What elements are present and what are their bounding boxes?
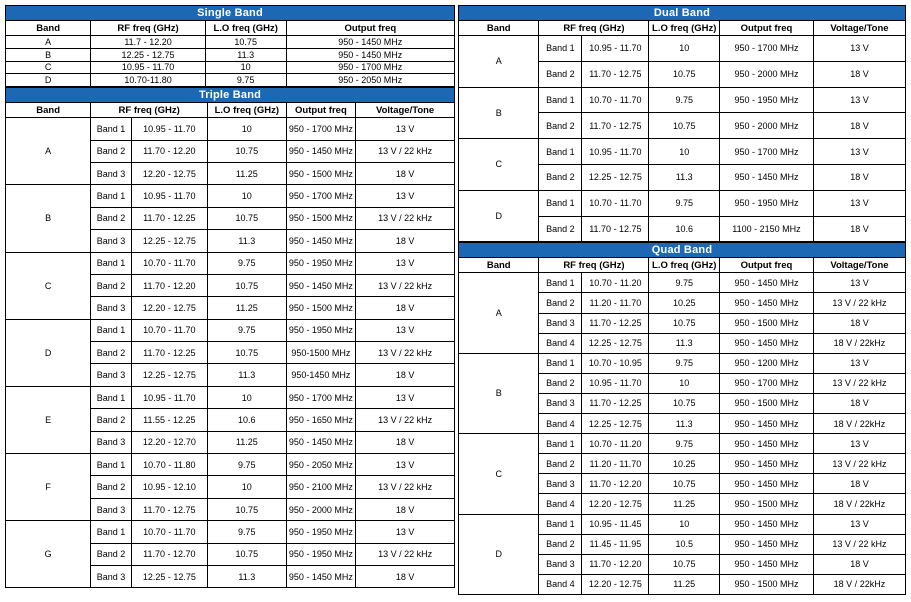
- rf-cell: 11.70 - 12.25: [131, 207, 207, 229]
- rf-cell: 10.70 - 11.70: [582, 190, 649, 216]
- rf-cell: 10.95 - 12.10: [131, 476, 207, 498]
- subband-cell: Band 1: [91, 118, 131, 140]
- rf-cell: 10.70 - 11.70: [131, 252, 207, 274]
- rf-cell: 11.70 - 12.20: [131, 274, 207, 296]
- voltage-cell: 13 V: [356, 454, 455, 476]
- band-cell: D: [6, 319, 91, 386]
- voltage-cell: 18 V / 22kHz: [813, 494, 905, 514]
- voltage-cell: 13 V: [813, 87, 905, 113]
- band-cell: C: [6, 252, 91, 319]
- rf-cell: 12.20 - 12.75: [582, 494, 649, 514]
- voltage-cell: 13 V / 22 kHz: [356, 409, 455, 431]
- output-cell: 950 - 1650 MHz: [286, 409, 356, 431]
- lo-cell: 10.75: [205, 36, 286, 49]
- subband-cell: Band 1: [539, 36, 582, 62]
- output-cell: 950 - 1450 MHz: [286, 140, 356, 162]
- output-cell: 950 - 1500 MHz: [720, 574, 814, 594]
- subband-cell: Band 4: [539, 574, 582, 594]
- rf-cell: 11.70 - 12.25: [131, 342, 207, 364]
- column-header: RF freq (GHz): [91, 103, 208, 118]
- subband-cell: Band 3: [91, 431, 131, 453]
- lo-cell: 10: [649, 139, 720, 165]
- output-cell: 950 - 1450 MHz: [720, 554, 814, 574]
- rf-cell: 12.25 - 12.75: [91, 48, 205, 61]
- output-cell: 950 - 1450 MHz: [720, 474, 814, 494]
- subband-cell: Band 3: [91, 498, 131, 520]
- band-cell: A: [459, 273, 539, 353]
- rf-cell: 10.70 - 11.80: [131, 454, 207, 476]
- subband-cell: Band 2: [539, 216, 582, 242]
- band-cell: C: [459, 434, 539, 514]
- column-header: Band: [459, 258, 539, 273]
- rf-cell: 10.95 - 11.70: [582, 373, 649, 393]
- lo-cell: 10.75: [649, 113, 720, 139]
- voltage-cell: 13 V / 22 kHz: [813, 373, 905, 393]
- rf-cell: 10.95 - 11.70: [582, 139, 649, 165]
- rf-cell: 11.70 - 12.75: [582, 113, 649, 139]
- lo-cell: 9.75: [205, 74, 286, 87]
- band-cell: C: [459, 139, 539, 191]
- lo-cell: 11.25: [649, 574, 720, 594]
- lo-cell: 11.3: [649, 164, 720, 190]
- output-cell: 950 - 1450 MHz: [720, 164, 814, 190]
- column-header: Output freq: [720, 21, 814, 36]
- band-cell: D: [459, 514, 539, 594]
- voltage-cell: 18 V: [356, 297, 455, 319]
- subband-cell: Band 1: [539, 190, 582, 216]
- lo-cell: 9.75: [208, 521, 287, 543]
- rf-cell: 11.70 - 12.25: [582, 313, 649, 333]
- lo-cell: 11.3: [649, 414, 720, 434]
- lo-cell: 9.75: [208, 252, 287, 274]
- rf-cell: 11.70 - 12.70: [131, 543, 207, 565]
- voltage-cell: 13 V: [813, 514, 905, 534]
- lo-cell: 10.75: [208, 140, 287, 162]
- subband-cell: Band 2: [539, 454, 582, 474]
- column-header: Voltage/Tone: [356, 103, 455, 118]
- subband-cell: Band 3: [539, 393, 582, 413]
- rf-cell: 11.20 - 11.70: [582, 454, 649, 474]
- voltage-cell: 13 V: [813, 353, 905, 373]
- rf-cell: 12.20 - 12.70: [131, 431, 207, 453]
- lo-cell: 10: [208, 118, 287, 140]
- lo-cell: 10.6: [208, 409, 287, 431]
- output-cell: 950 - 1500 MHz: [720, 313, 814, 333]
- rf-cell: 11.20 - 11.70: [582, 293, 649, 313]
- triple-band-section: [5, 87, 455, 588]
- voltage-cell: 13 V: [356, 118, 455, 140]
- output-cell: 950 - 1450 MHz: [720, 434, 814, 454]
- band-cell: A: [6, 118, 91, 185]
- band-cell: B: [6, 185, 91, 252]
- lo-cell: 11.3: [649, 333, 720, 353]
- voltage-cell: 18 V / 22kHz: [813, 574, 905, 594]
- band-cell: D: [459, 190, 539, 242]
- subband-cell: Band 2: [539, 164, 582, 190]
- lo-cell: 10.75: [649, 474, 720, 494]
- subband-cell: Band 2: [91, 476, 131, 498]
- subband-cell: Band 4: [539, 494, 582, 514]
- subband-cell: Band 1: [539, 139, 582, 165]
- output-cell: 950 - 1700 MHz: [720, 139, 814, 165]
- subband-cell: Band 1: [91, 386, 131, 408]
- output-cell: 950 - 1450 MHz: [720, 514, 814, 534]
- lo-cell: 10.6: [649, 216, 720, 242]
- column-header: Output freq: [286, 103, 356, 118]
- output-cell: 950 - 1950 MHz: [286, 252, 356, 274]
- column-header: RF freq (GHz): [91, 21, 205, 36]
- column-header: L.O freq (GHz): [205, 21, 286, 36]
- output-cell: 950 - 1450 MHz: [286, 431, 356, 453]
- voltage-cell: 13 V: [356, 521, 455, 543]
- column-header: Output freq: [720, 258, 814, 273]
- output-cell: 950 - 2100 MHz: [286, 476, 356, 498]
- rf-cell: 11.7 - 12.20: [91, 36, 205, 49]
- column-header: RF freq (GHz): [539, 258, 649, 273]
- voltage-cell: 13 V / 22 kHz: [356, 342, 455, 364]
- rf-cell: 10.70 - 11.70: [131, 521, 207, 543]
- output-cell: 950 - 1500 MHz: [720, 494, 814, 514]
- rf-cell: 11.70 - 12.75: [582, 216, 649, 242]
- voltage-cell: 13 V / 22 kHz: [813, 534, 905, 554]
- single-band-table: [5, 20, 455, 87]
- band-cell: B: [459, 353, 539, 433]
- voltage-cell: 13 V: [813, 273, 905, 293]
- rf-cell: 10.95 - 11.70: [91, 61, 205, 74]
- subband-cell: Band 2: [91, 543, 131, 565]
- rf-cell: 11.70 - 12.20: [582, 474, 649, 494]
- lo-cell: 10.75: [208, 342, 287, 364]
- subband-cell: Band 2: [91, 140, 131, 162]
- voltage-cell: 13 V: [813, 139, 905, 165]
- voltage-cell: 13 V: [356, 185, 455, 207]
- lo-cell: 10.5: [649, 534, 720, 554]
- lo-cell: 10: [649, 514, 720, 534]
- band-cell: B: [459, 87, 539, 139]
- subband-cell: Band 2: [91, 274, 131, 296]
- subband-cell: Band 2: [91, 342, 131, 364]
- output-cell: 950 - 2050 MHz: [286, 454, 356, 476]
- output-cell: 950 - 1950 MHz: [286, 521, 356, 543]
- output-cell: 950 - 1700 MHz: [720, 373, 814, 393]
- subband-cell: Band 2: [539, 373, 582, 393]
- quad-band-table: [458, 257, 906, 595]
- rf-cell: 12.25 - 12.75: [582, 164, 649, 190]
- output-cell: 950 - 2000 MHz: [720, 61, 814, 87]
- rf-cell: 10.95 - 11.45: [582, 514, 649, 534]
- rf-cell: 11.70 - 12.20: [582, 554, 649, 574]
- output-cell: 950 - 1450 MHz: [720, 534, 814, 554]
- subband-cell: Band 2: [539, 61, 582, 87]
- lo-cell: 11.25: [208, 431, 287, 453]
- subband-cell: Band 1: [91, 319, 131, 341]
- voltage-cell: 18 V / 22kHz: [813, 414, 905, 434]
- voltage-cell: 18 V: [813, 61, 905, 87]
- lo-cell: 10.75: [208, 274, 287, 296]
- subband-cell: Band 3: [91, 297, 131, 319]
- lo-cell: 9.75: [208, 319, 287, 341]
- quad-band-title: Quad Band: [458, 242, 906, 257]
- output-cell: 950 - 1200 MHz: [720, 353, 814, 373]
- rf-cell: 10.70-11.80: [91, 74, 205, 87]
- lo-cell: 9.75: [649, 190, 720, 216]
- subband-cell: Band 1: [539, 514, 582, 534]
- output-cell: 950 - 1700 MHz: [286, 118, 356, 140]
- voltage-cell: 18 V / 22kHz: [813, 333, 905, 353]
- rf-cell: 12.20 - 12.75: [131, 297, 207, 319]
- lo-cell: 10.75: [649, 554, 720, 574]
- voltage-cell: 18 V: [813, 164, 905, 190]
- column-header: L.O freq (GHz): [649, 21, 720, 36]
- lo-cell: 10: [208, 476, 287, 498]
- rf-cell: 12.25 - 12.75: [131, 230, 207, 252]
- output-cell: 950-1500 MHz: [286, 342, 356, 364]
- output-cell: 950 - 1500 MHz: [286, 207, 356, 229]
- lo-cell: 11.25: [208, 297, 287, 319]
- output-cell: 950 - 1700 MHz: [286, 185, 356, 207]
- single-band-title: Single Band: [5, 5, 455, 20]
- output-cell: 950 - 1500 MHz: [286, 297, 356, 319]
- voltage-cell: 18 V: [813, 393, 905, 413]
- rf-cell: 11.70 - 12.75: [131, 498, 207, 520]
- single-band-section: [5, 5, 455, 87]
- voltage-cell: 18 V: [356, 162, 455, 184]
- band-cell: G: [6, 521, 91, 588]
- lo-cell: 10.75: [208, 543, 287, 565]
- output-cell: 950-1450 MHz: [286, 364, 356, 386]
- voltage-cell: 18 V: [356, 566, 455, 588]
- lo-cell: 9.75: [649, 434, 720, 454]
- lo-cell: 10: [649, 373, 720, 393]
- lo-cell: 10: [208, 386, 287, 408]
- subband-cell: Band 3: [539, 554, 582, 574]
- output-cell: 950 - 1450 MHz: [286, 566, 356, 588]
- output-cell: 1100 - 2150 MHz: [720, 216, 814, 242]
- rf-cell: 11.70 - 12.25: [582, 393, 649, 413]
- column-header: L.O freq (GHz): [208, 103, 287, 118]
- output-cell: 950 - 1500 MHz: [720, 393, 814, 413]
- rf-cell: 10.95 - 11.70: [131, 386, 207, 408]
- subband-cell: Band 2: [539, 293, 582, 313]
- rf-cell: 12.20 - 12.75: [131, 162, 207, 184]
- lo-cell: 10.75: [649, 313, 720, 333]
- lo-cell: 9.75: [649, 87, 720, 113]
- dual-band-table: [458, 20, 906, 242]
- voltage-cell: 18 V: [813, 474, 905, 494]
- rf-cell: 10.70 - 11.20: [582, 273, 649, 293]
- voltage-cell: 13 V / 22 kHz: [356, 476, 455, 498]
- subband-cell: Band 2: [539, 534, 582, 554]
- output-cell: 950 - 1700 MHz: [286, 386, 356, 408]
- voltage-cell: 18 V: [356, 498, 455, 520]
- output-cell: 950 - 1700 MHz: [286, 61, 454, 74]
- lo-cell: 10.75: [208, 498, 287, 520]
- column-header: Voltage/Tone: [813, 21, 905, 36]
- band-cell: E: [6, 386, 91, 453]
- output-cell: 950 - 1450 MHz: [720, 333, 814, 353]
- lo-cell: 11.3: [208, 364, 287, 386]
- subband-cell: Band 1: [539, 273, 582, 293]
- output-cell: 950 - 2000 MHz: [720, 113, 814, 139]
- rf-cell: 10.70 - 10.95: [582, 353, 649, 373]
- lo-cell: 9.75: [649, 273, 720, 293]
- voltage-cell: 13 V: [813, 434, 905, 454]
- lo-cell: 10.25: [649, 293, 720, 313]
- subband-cell: Band 3: [91, 230, 131, 252]
- lo-cell: 11.25: [649, 494, 720, 514]
- lo-cell: 10.75: [649, 393, 720, 413]
- rf-cell: 10.95 - 11.70: [131, 185, 207, 207]
- column-header: Band: [6, 21, 91, 36]
- subband-cell: Band 2: [539, 113, 582, 139]
- voltage-cell: 13 V / 22 kHz: [356, 543, 455, 565]
- column-header: Band: [459, 21, 539, 36]
- lo-cell: 11.3: [205, 48, 286, 61]
- voltage-cell: 13 V: [813, 190, 905, 216]
- subband-cell: Band 3: [91, 162, 131, 184]
- output-cell: 950 - 1700 MHz: [720, 36, 814, 62]
- output-cell: 950 - 1500 MHz: [286, 162, 356, 184]
- voltage-cell: 13 V: [356, 252, 455, 274]
- column-header: Band: [6, 103, 91, 118]
- lo-cell: 11.3: [208, 566, 287, 588]
- output-cell: 950 - 2000 MHz: [286, 498, 356, 520]
- rf-cell: 12.20 - 12.75: [582, 574, 649, 594]
- subband-cell: Band 1: [91, 252, 131, 274]
- triple-band-title: Triple Band: [5, 87, 455, 102]
- subband-cell: Band 4: [539, 333, 582, 353]
- band-cell: B: [6, 48, 91, 61]
- voltage-cell: 18 V: [356, 364, 455, 386]
- rf-cell: 10.95 - 11.70: [131, 118, 207, 140]
- rf-cell: 12.25 - 12.75: [131, 364, 207, 386]
- lo-cell: 11.3: [208, 230, 287, 252]
- column-header: Voltage/Tone: [813, 258, 905, 273]
- output-cell: 950 - 1450 MHz: [286, 36, 454, 49]
- voltage-cell: 13 V / 22 kHz: [356, 274, 455, 296]
- rf-cell: 11.70 - 12.75: [582, 61, 649, 87]
- subband-cell: Band 1: [91, 454, 131, 476]
- output-cell: 950 - 1950 MHz: [286, 543, 356, 565]
- lo-cell: 9.75: [208, 454, 287, 476]
- lo-cell: 11.25: [208, 162, 287, 184]
- voltage-cell: 13 V: [356, 386, 455, 408]
- voltage-cell: 18 V: [813, 216, 905, 242]
- lo-cell: 10: [208, 185, 287, 207]
- dual-band-section: [458, 5, 906, 242]
- rf-cell: 10.70 - 11.70: [582, 87, 649, 113]
- rf-cell: 12.25 - 12.75: [582, 333, 649, 353]
- subband-cell: Band 1: [539, 87, 582, 113]
- voltage-cell: 18 V: [813, 554, 905, 574]
- rf-cell: 12.25 - 12.75: [131, 566, 207, 588]
- output-cell: 950 - 1450 MHz: [720, 414, 814, 434]
- subband-cell: Band 2: [91, 207, 131, 229]
- band-cell: A: [6, 36, 91, 49]
- lo-cell: 10.75: [208, 207, 287, 229]
- subband-cell: Band 3: [91, 566, 131, 588]
- voltage-cell: 13 V / 22 kHz: [356, 140, 455, 162]
- output-cell: 950 - 1450 MHz: [286, 230, 356, 252]
- output-cell: 950 - 1450 MHz: [720, 454, 814, 474]
- column-header: Output freq: [286, 21, 454, 36]
- voltage-cell: 13 V / 22 kHz: [356, 207, 455, 229]
- voltage-cell: 13 V: [356, 319, 455, 341]
- rf-cell: 11.55 - 12.25: [131, 409, 207, 431]
- lo-cell: 10: [649, 36, 720, 62]
- output-cell: 950 - 1950 MHz: [720, 190, 814, 216]
- rf-cell: 10.70 - 11.70: [131, 319, 207, 341]
- subband-cell: Band 3: [539, 313, 582, 333]
- subband-cell: Band 3: [539, 474, 582, 494]
- voltage-cell: 18 V: [813, 113, 905, 139]
- voltage-cell: 13 V: [813, 36, 905, 62]
- output-cell: 950 - 1450 MHz: [720, 293, 814, 313]
- lo-cell: 9.75: [649, 353, 720, 373]
- rf-cell: 10.95 - 11.70: [582, 36, 649, 62]
- output-cell: 950 - 2050 MHz: [286, 74, 454, 87]
- band-cell: F: [6, 454, 91, 521]
- voltage-cell: 13 V / 22 kHz: [813, 454, 905, 474]
- output-cell: 950 - 1950 MHz: [286, 319, 356, 341]
- rf-cell: 10.70 - 11.20: [582, 434, 649, 454]
- column-header: L.O freq (GHz): [649, 258, 720, 273]
- subband-cell: Band 2: [91, 409, 131, 431]
- quad-band-section: [458, 242, 906, 595]
- lo-cell: 10.75: [649, 61, 720, 87]
- right-column: [458, 5, 906, 595]
- voltage-cell: 18 V: [813, 313, 905, 333]
- subband-cell: Band 1: [91, 185, 131, 207]
- rf-cell: 12.25 - 12.75: [582, 414, 649, 434]
- subband-cell: Band 4: [539, 414, 582, 434]
- voltage-cell: 18 V: [356, 230, 455, 252]
- rf-cell: 11.70 - 12.20: [131, 140, 207, 162]
- band-cell: C: [6, 61, 91, 74]
- band-cell: A: [459, 36, 539, 88]
- subband-cell: Band 1: [91, 521, 131, 543]
- subband-cell: Band 1: [539, 353, 582, 373]
- output-cell: 950 - 1450 MHz: [286, 274, 356, 296]
- lo-cell: 10: [205, 61, 286, 74]
- triple-band-table: [5, 102, 455, 588]
- dual-band-title: Dual Band: [458, 5, 906, 20]
- band-cell: D: [6, 74, 91, 87]
- output-cell: 950 - 1450 MHz: [286, 48, 454, 61]
- lo-cell: 10.25: [649, 454, 720, 474]
- left-column: [5, 5, 455, 595]
- output-cell: 950 - 1450 MHz: [720, 273, 814, 293]
- subband-cell: Band 3: [91, 364, 131, 386]
- subband-cell: Band 1: [539, 434, 582, 454]
- rf-cell: 11.45 - 11.95: [582, 534, 649, 554]
- voltage-cell: 18 V: [356, 431, 455, 453]
- output-cell: 950 - 1950 MHz: [720, 87, 814, 113]
- voltage-cell: 13 V / 22 kHz: [813, 293, 905, 313]
- column-header: RF freq (GHz): [539, 21, 649, 36]
